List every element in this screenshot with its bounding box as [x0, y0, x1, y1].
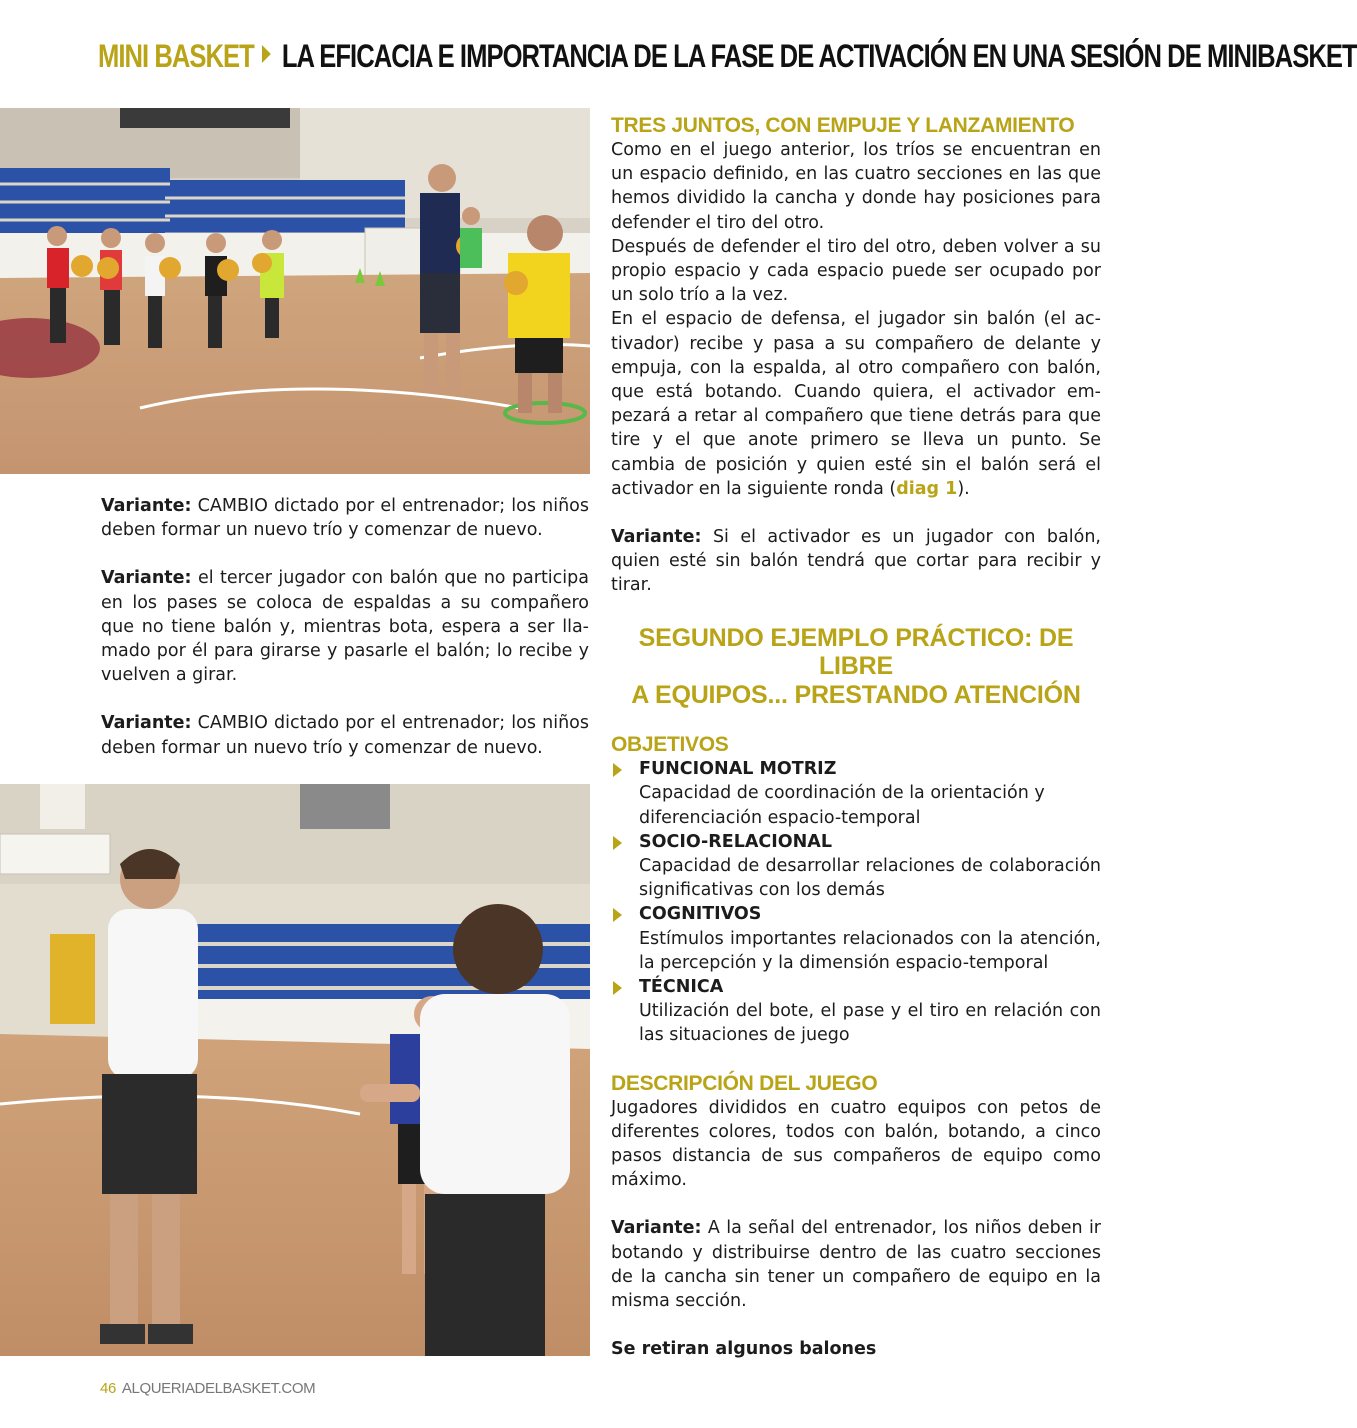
site-url: ALQUERIADELBASKET.COM	[121, 1380, 316, 1397]
diagram-reference: diag 1	[896, 478, 958, 499]
objective-item: TÉCNICA Utilización del bote, el pase y el tiro en relación con las situaciones de juego	[611, 975, 1101, 1048]
variant-paragraph-1: Variante: CAMBIO dictado por el entrenador; los niños deben formar un nuevo trío y comenzar de nuevo.	[101, 496, 589, 541]
variant-paragraph-3: Variante: CAMBIO dictado por el entrenador; los niños deben formar un nuevo trío y comenzar de nuevo.	[101, 713, 589, 758]
paragraph-2: Después de defender el tiro del otro, deben volver a su propio espacio y cada espacio puede ser ocupado por un solo trío a la vez.	[611, 236, 1101, 306]
subheading-descripcion: DESCRIPCIÓN DEL JUEGO	[611, 1071, 878, 1095]
objective-item: COGNITIVOS Estímulos importantes relacionados con la atención, la percepción y la dimensión espacio-temporal	[611, 902, 1101, 975]
objective-item: FUNCIONAL MOTRIZ Capacidad de coordinación de la orientación y diferenciación espacio-temporal	[611, 757, 1101, 830]
page-header	[98, 38, 1357, 82]
right-column	[611, 114, 1101, 1361]
description-paragraph: Jugadores divididos en cuatro equipos con petos de diferentes colores, todos con balón, botando, a cinco pasos distancia de sus compañeros de equipo como máximo.	[611, 1097, 1101, 1191]
variant-paragraph-description: Variante: A la señal del entrenador, los niños deben ir botando y distribuirse dentro de las cuatro secciones de la cancha sin tener un compañero de equipo en la misma sección.	[611, 1218, 1101, 1312]
bullet-arrow-icon	[613, 908, 622, 922]
page-number: 46	[100, 1380, 116, 1397]
subheading-tres-juntos: TRES JUNTOS, CON EMPUJE Y LANZAMIENTO	[611, 114, 1075, 137]
section-heading-segundo-ejemplo: SEGUNDO EJEMPLO PRÁCTICO: DE LIBRE A EQUIPOS... PRESTANDO ATENCIÓN	[631, 623, 1081, 709]
subheading-objetivos: OBJETIVOS	[611, 733, 729, 757]
page-footer	[100, 1380, 315, 1397]
paragraph-1: Como en el juego anterior, los tríos se encuentran en un espacio definido, en las cuatro secciones en las que hemos dividido la cancha y donde hay posiciones para defender el tiro del otro.	[611, 140, 1101, 233]
variant-paragraph-2: Variante: el tercer jugador con balón que no participa en los pases se coloca de espaldas a su compañero que no tiene balón y, mientras bota, espera a ser llamado por él para girarse y pasarle el balón; lo recibe y vuelven a girar.	[101, 568, 589, 686]
closing-line: Se retiran algunos balones	[611, 1339, 877, 1360]
bullet-arrow-icon	[613, 763, 622, 777]
arrow-right-icon	[262, 45, 271, 63]
bullet-arrow-icon	[613, 836, 622, 850]
photo-top	[0, 108, 590, 474]
bullet-arrow-icon	[613, 981, 622, 995]
article-title: LA EFICACIA E IMPORTANCIA DE LA FASE DE ACTIVACIÓN EN UNA SESIÓN DE MINIBASKET	[281, 38, 1357, 74]
section-label: MINI BASKET	[98, 38, 254, 74]
variant-paragraph-right: Variante: Si el activador es un jugador con balón, quien esté sin balón tendrá que cortar para recibir y tirar.	[611, 527, 1101, 596]
left-column	[101, 494, 589, 784]
objective-item: SOCIO-RELACIONAL Capacidad de desarrollar relaciones de colaboración significativas con los demás	[611, 830, 1101, 903]
photo-bottom	[0, 784, 590, 1356]
paragraph-3: En el espacio de defensa, el jugador sin balón (el activador) recibe y pasa a su compañero de delante y empuja, con la espalda, al otro compañero con balón, que está botando. Cuando quiera, el activador empezará a retar al compañero que tiene detrás para que tire y el que anote primero se lleva un punto. Se cambia de posición y quien esté sin el balón será el activador en la siguiente ronda (diag 1).	[611, 309, 1101, 499]
